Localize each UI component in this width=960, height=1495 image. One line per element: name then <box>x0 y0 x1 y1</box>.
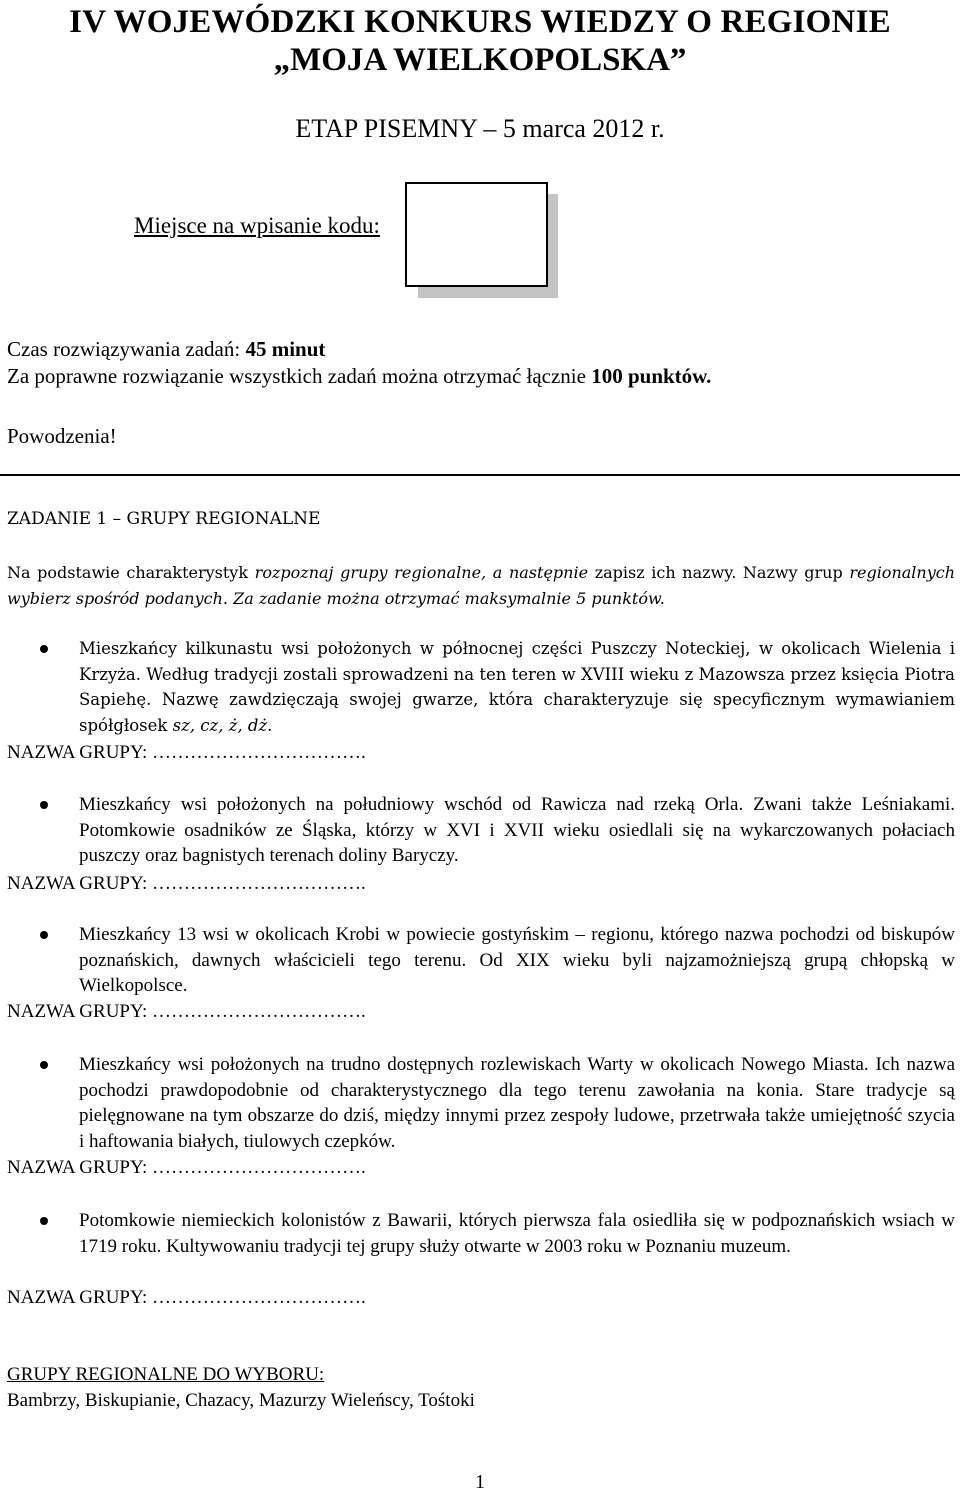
list-item: Mieszkańcy kilkunastu wsi położonych w północnej części Puszczy Noteckiej, w okolicach Wielenia i Krzyża. Według tradycji zostali sprowadzeni na ten teren w XVIII wieku z Mazowsza przez księcia Piotra Sapiehę. Nazwę zawdzięczają swojej gwarze, która charakteryzuje się specyficznym wymawianiem spółgłosek sz, cz, ż, dż. <box>79 639 955 735</box>
divider <box>0 474 960 476</box>
answer-line[interactable]: NAZWA GRUPY: ……………………………. <box>7 1157 366 1178</box>
bullet-icon <box>40 645 48 653</box>
code-label: Miejsce na wpisanie kodu: <box>134 213 380 238</box>
list-item: Mieszkańcy wsi położonych na trudno dostępnych rozlewiskach Warty w okolicach Nowego Miasta. Ich nazwa pochodzi prawdopodobnie od charakterystycznego dla tego terenu zawołania na konia. Stare tradycje są pielęgnowane na tym obszarze do dziś, między innymi przez zespoły ludowe, przetrwała także umiejętność szycia i haftowania białych, tiulowych czepków. <box>79 1054 955 1152</box>
choices-heading: GRUPY REGIONALNE DO WYBORU: <box>7 1364 325 1385</box>
list-item: Mieszkańcy wsi położonych na południowy wschód od Rawicza nad rzeką Orla. Zwani także Leśniakami. Potomkowie osadników ze Śląska, którzy w XVI i XVII wieku osiedlali się na wykarczowanych połaciach puszczy oraz bagnistych terenach doliny Baryczy. <box>79 794 955 866</box>
bullet-icon <box>40 801 48 809</box>
list-item: Potomkowie niemieckich kolonistów z Bawarii, których pierwsza fala osiedliła się w podpoznańskich wsiach w 1719 roku. Kultywowaniu tradycji tej grupy służy otwarte w 2003 roku w Poznaniu muzeum. <box>79 1210 955 1257</box>
contest-subtitle: „MOJA WIELKOPOLSKA” <box>273 42 687 78</box>
points-info: Za poprawne rozwiązanie wszystkich zadań można otrzymać łącznie 100 punktów. <box>7 364 712 388</box>
bullet-icon <box>40 1061 48 1069</box>
answer-line[interactable]: NAZWA GRUPY: ……………………………. <box>7 873 366 894</box>
choices-list: Bambrzy, Biskupianie, Chazacy, Mazurzy Wieleńscy, Tośtoki <box>7 1390 475 1411</box>
answer-line[interactable]: NAZWA GRUPY: ……………………………. <box>7 1001 366 1022</box>
bullet-icon <box>40 1217 48 1225</box>
answer-line[interactable]: NAZWA GRUPY: ……………………………. <box>7 1287 366 1308</box>
code-box[interactable] <box>405 182 548 287</box>
page-number: 1 <box>475 1471 485 1493</box>
time-info: Czas rozwiązywania zadań: 45 minut <box>7 337 326 361</box>
answer-line[interactable]: NAZWA GRUPY: ……………………………. <box>7 742 366 763</box>
good-luck: Powodzenia! <box>7 424 117 448</box>
contest-title: IV WOJEWÓDZKI KONKURS WIEDZY O REGIONIE <box>69 4 891 40</box>
stage-date: ETAP PISEMNY – 5 marca 2012 r. <box>295 114 665 143</box>
list-item: Mieszkańcy 13 wsi w okolicach Krobi w powiecie gostyńskim – regionu, którego nazwa pochodzi od biskupów poznańskich, dawnych właścicieli tego terenu. Od XIX wieku byli najzamożniejszą grupą chłopską w Wielkopolsce. <box>79 924 955 996</box>
bullet-icon <box>40 931 48 939</box>
task-instruction: Na podstawie charakterystyk rozpoznaj grupy regionalne, a następnie zapisz ich nazwy. Nazwy grup regionalnych wybierz spośród podanych. Za zadanie można otrzymać maksymalnie 5 punktów. <box>7 563 956 608</box>
task-title: ZADANIE 1 – GRUPY REGIONALNE <box>7 509 321 529</box>
